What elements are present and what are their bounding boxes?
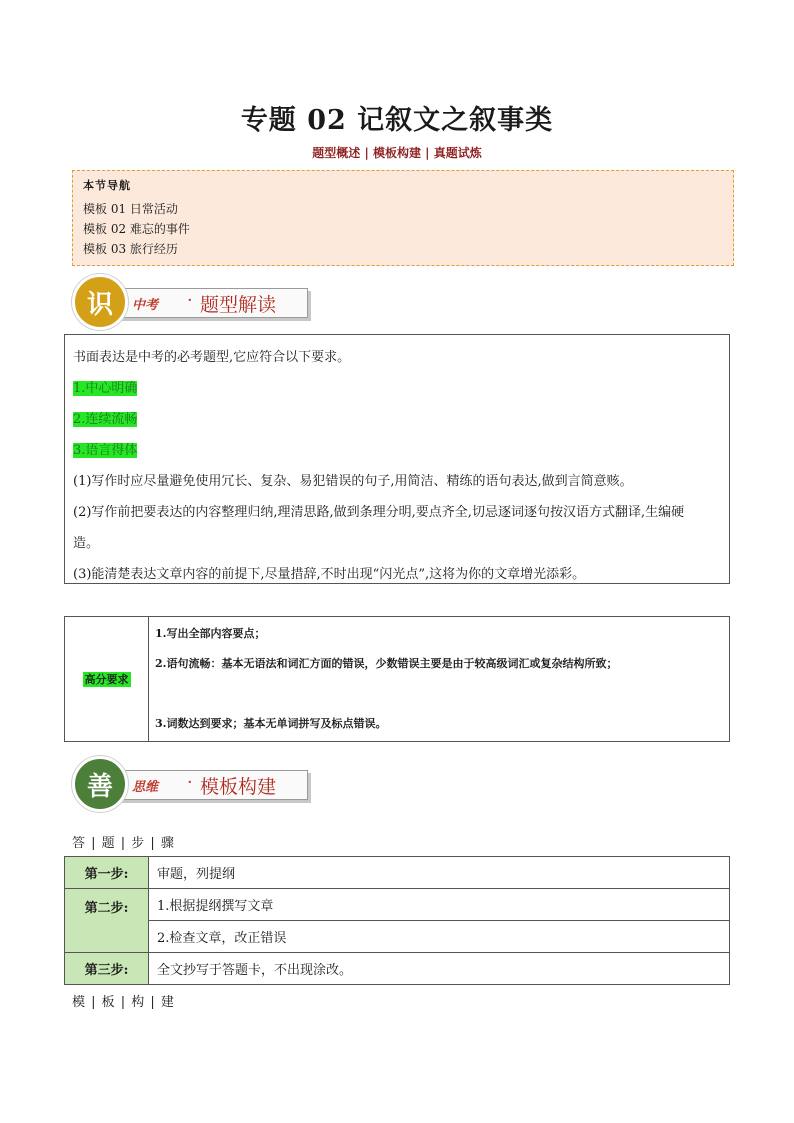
requirements-label: 高分要求 xyxy=(84,673,129,686)
document-subtitle: 题型概述 | 模板构建 | 真题试炼 xyxy=(312,146,482,160)
step-label: 第二步: xyxy=(65,889,149,953)
banner-dot: · xyxy=(187,290,193,311)
requirement-line: 1.写出全部内容要点； xyxy=(155,627,266,640)
banner-badge-icon: 善 xyxy=(72,756,128,812)
step-text: 2.检查文章，改正错误 xyxy=(149,921,730,953)
step-text: 审题，列提纲 xyxy=(149,857,730,889)
intro-lead: 书面表达是中考的必考题型,它应符合以下要求。 xyxy=(73,350,351,365)
steps-table xyxy=(64,856,730,985)
highlight-item: 1.中心明确 xyxy=(73,381,138,396)
section-navigation-box xyxy=(72,170,734,266)
banner-title: 题型解读 xyxy=(200,294,277,316)
banner-badge-icon: 识 xyxy=(72,274,128,330)
intro-point: (2)写作前把要表达的内容整理归纳,理清思路,做到条理分明,要点齐全,切忌逐词逐句按汉语方式翻译,生编硬 xyxy=(73,505,685,520)
banner-tag: 思维 xyxy=(132,780,159,795)
banner-tag: 中考 xyxy=(132,298,159,313)
intro-box xyxy=(64,334,730,584)
step-label: 第一步: xyxy=(65,857,149,889)
steps-caption: 答 | 题 | 步 | 骤 xyxy=(72,836,175,851)
navigation-item: 模板 03 旅行经历 xyxy=(83,242,178,256)
requirements-content-cell xyxy=(149,617,730,742)
navigation-item: 模板 02 难忘的事件 xyxy=(83,222,190,236)
navigation-heading: 本节导航 xyxy=(83,179,131,192)
banner-title: 模板构建 xyxy=(200,776,277,798)
requirement-line: 2.语句流畅：基本无语法和词汇方面的错误，少数错误主要是由于较高级词汇或复杂结构所致； xyxy=(155,657,618,670)
step-text: 1.根据提纲撰写文章 xyxy=(149,889,730,921)
highlight-item: 2.连续流畅 xyxy=(73,412,138,427)
intro-point: (1)写作时应尽量避免使用冗长、复杂、易犯错误的句子,用简洁、精练的语句表达,做到言简意赅。 xyxy=(73,474,633,489)
highlight-item: 3.语言得体 xyxy=(73,443,138,458)
template-caption: 模 | 板 | 构 | 建 xyxy=(72,995,175,1010)
requirements-label-cell xyxy=(65,617,149,742)
document-title: 专题 02 记叙文之叙事类 xyxy=(240,105,554,136)
intro-point: (3)能清楚表达文章内容的前提下,尽量措辞,不时出现“闪光点”,这将为你的文章增光添彩。 xyxy=(73,567,586,582)
section-banner-template xyxy=(72,756,322,812)
requirements-table xyxy=(64,616,730,742)
navigation-item: 模板 01 日常活动 xyxy=(83,202,178,216)
step-text: 全文抄写于答题卡，不出现涂改。 xyxy=(149,953,730,985)
intro-point: 造。 xyxy=(73,536,100,551)
step-label: 第三步: xyxy=(65,953,149,985)
section-banner-interpretation xyxy=(72,274,322,330)
banner-dot: · xyxy=(187,772,193,793)
requirement-line: 3.词数达到要求；基本无单词拼写及标点错误。 xyxy=(155,717,387,730)
